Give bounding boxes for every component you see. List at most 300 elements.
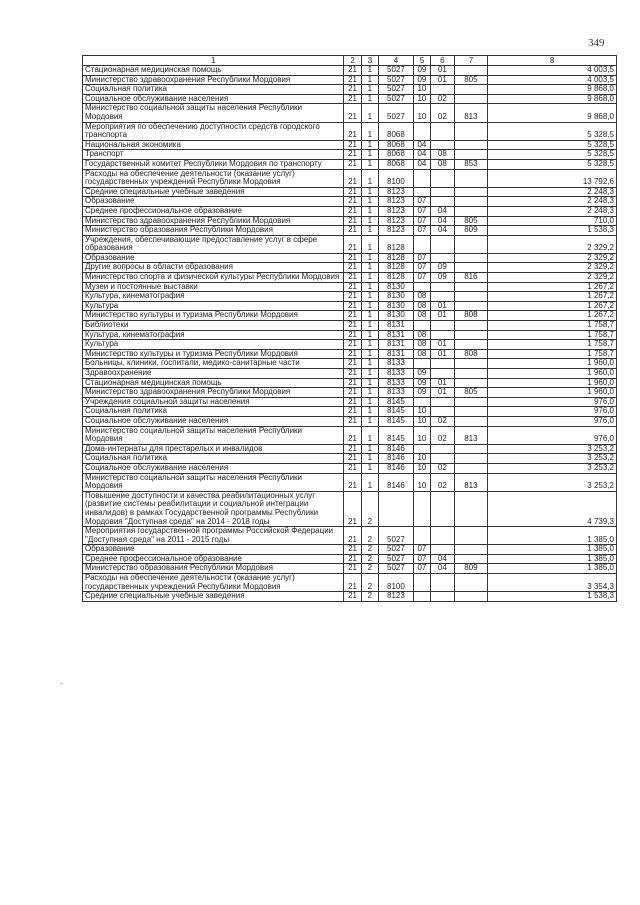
- cell-code-7: [454, 187, 488, 197]
- cell-name: Государственный комитет Республики Мордовия по транспорту: [83, 159, 344, 169]
- cell-code-5: 09: [413, 369, 430, 379]
- cell-code-5: [413, 592, 430, 602]
- table-row: [83, 388, 617, 398]
- table-row: [83, 94, 617, 104]
- cell-code-2: 21: [344, 574, 361, 592]
- cell-code-7: 808: [454, 349, 488, 359]
- cell-name: Министерство образования Республики Мордовия: [83, 226, 344, 236]
- cell-code-6: 04: [431, 226, 454, 236]
- table-row: [83, 564, 617, 574]
- cell-code-3: 1: [361, 159, 378, 169]
- cell-code-3: 1: [361, 369, 378, 379]
- cell-amount: 710,0: [488, 216, 617, 226]
- cell-name: Министерство социальной защиты населения Республики Мордовия: [83, 473, 344, 491]
- cell-name: Средние специальные учебные заведения: [83, 187, 344, 197]
- cell-code-7: [454, 574, 488, 592]
- table-row: [83, 282, 617, 292]
- cell-code-3: 1: [361, 388, 378, 398]
- cell-code-6: [431, 527, 454, 545]
- cell-code-2: 21: [344, 150, 361, 160]
- cell-code-6: [431, 330, 454, 340]
- cell-code-3: 2: [361, 564, 378, 574]
- cell-code-7: [454, 369, 488, 379]
- cell-code-4: 8068: [379, 150, 414, 160]
- cell-amount: 5 328,5: [488, 122, 617, 140]
- cell-amount: 1 385,0: [488, 545, 617, 555]
- cell-code-4: 8100: [379, 574, 414, 592]
- cell-code-2: 21: [344, 187, 361, 197]
- cell-code-4: 5027: [379, 75, 414, 85]
- cell-code-3: 1: [361, 454, 378, 464]
- cell-code-2: 21: [344, 545, 361, 555]
- cell-code-4: 8068: [379, 159, 414, 169]
- cell-code-3: 1: [361, 273, 378, 283]
- cell-code-6: [431, 85, 454, 95]
- table-row: [83, 554, 617, 564]
- cell-code-6: 04: [431, 206, 454, 216]
- cell-code-7: 805: [454, 75, 488, 85]
- table-row: [83, 273, 617, 283]
- cell-code-6: [431, 454, 454, 464]
- cell-code-6: [431, 574, 454, 592]
- cell-code-7: [454, 169, 488, 187]
- cell-code-5: 09: [413, 75, 430, 85]
- cell-code-4: 8131: [379, 340, 414, 350]
- cell-code-6: 04: [431, 216, 454, 226]
- cell-code-2: 21: [344, 426, 361, 444]
- header-cell-4: 4: [379, 56, 414, 66]
- cell-name: Стационарная медицинская помощь: [83, 66, 344, 76]
- cell-code-6: 02: [431, 416, 454, 426]
- table-row: [83, 206, 617, 216]
- cell-code-3: 1: [361, 330, 378, 340]
- table-row: [83, 301, 617, 311]
- cell-code-5: [413, 235, 430, 253]
- table-row: [83, 349, 617, 359]
- budget-table: [82, 55, 617, 602]
- cell-name: Больницы, клиники, госпитали, медико-санитарные части: [83, 359, 344, 369]
- cell-code-2: 21: [344, 416, 361, 426]
- cell-amount: 1 960,0: [488, 369, 617, 379]
- cell-amount: 1 960,0: [488, 388, 617, 398]
- cell-code-3: 1: [361, 75, 378, 85]
- cell-code-5: 10: [413, 426, 430, 444]
- cell-code-5: [413, 444, 430, 454]
- cell-code-3: 1: [361, 340, 378, 350]
- cell-code-4: 8123: [379, 197, 414, 207]
- cell-code-2: 21: [344, 226, 361, 236]
- cell-name: Образование: [83, 197, 344, 207]
- table-row: [83, 169, 617, 187]
- cell-code-4: 5027: [379, 94, 414, 104]
- cell-code-2: 21: [344, 564, 361, 574]
- cell-name: Учреждения социальной защиты населения: [83, 397, 344, 407]
- table-row: [83, 122, 617, 140]
- cell-code-5: 08: [413, 301, 430, 311]
- cell-code-5: 07: [413, 273, 430, 283]
- cell-code-5: 07: [413, 226, 430, 236]
- cell-name: Социальное обслуживание населения: [83, 416, 344, 426]
- cell-code-6: [431, 292, 454, 302]
- cell-name: Министерство спорта и физической культуры Республики Мордовия: [83, 273, 344, 283]
- cell-code-7: [454, 66, 488, 76]
- cell-code-4: 8123: [379, 226, 414, 236]
- cell-code-6: 01: [431, 75, 454, 85]
- cell-code-4: 8146: [379, 473, 414, 491]
- cell-code-3: 1: [361, 473, 378, 491]
- cell-code-2: 21: [344, 407, 361, 417]
- cell-code-5: 10: [413, 454, 430, 464]
- cell-code-7: [454, 340, 488, 350]
- cell-code-6: [431, 282, 454, 292]
- cell-code-6: 01: [431, 311, 454, 321]
- cell-code-3: 1: [361, 359, 378, 369]
- cell-amount: 5 328,5: [488, 140, 617, 150]
- cell-code-2: 21: [344, 378, 361, 388]
- cell-code-4: 8146: [379, 463, 414, 473]
- cell-code-3: 1: [361, 206, 378, 216]
- cell-code-2: 21: [344, 75, 361, 85]
- cell-name: Расходы на обеспечение деятельности (оказание услуг) государственных учреждений Республики Мордовия: [83, 574, 344, 592]
- cell-code-4: 8123: [379, 592, 414, 602]
- cell-code-4: 8123: [379, 206, 414, 216]
- cell-amount: 2 329,2: [488, 263, 617, 273]
- cell-code-7: [454, 150, 488, 160]
- table-row: [83, 574, 617, 592]
- cell-code-2: 21: [344, 491, 361, 526]
- cell-amount: 1 758,7: [488, 321, 617, 331]
- cell-code-3: 1: [361, 463, 378, 473]
- cell-amount: 1 267,2: [488, 301, 617, 311]
- cell-code-6: [431, 545, 454, 555]
- cell-code-6: 09: [431, 263, 454, 273]
- cell-amount: 9 868,0: [488, 85, 617, 95]
- cell-code-3: 1: [361, 187, 378, 197]
- cell-code-2: 21: [344, 206, 361, 216]
- cell-amount: 2 248,3: [488, 197, 617, 207]
- cell-code-5: 04: [413, 150, 430, 160]
- cell-code-6: 08: [431, 159, 454, 169]
- cell-code-3: 1: [361, 349, 378, 359]
- cell-code-4: 8128: [379, 263, 414, 273]
- cell-code-3: 2: [361, 554, 378, 564]
- cell-name: Мероприятия государственной программы Российской Федерации "Доступная среда" на 2011 - 2015 годы: [83, 527, 344, 545]
- cell-amount: 3 253,2: [488, 473, 617, 491]
- table-row: [83, 292, 617, 302]
- cell-code-5: [413, 169, 430, 187]
- cell-code-6: [431, 397, 454, 407]
- cell-code-3: 1: [361, 150, 378, 160]
- table-row: [83, 216, 617, 226]
- cell-amount: 976,0: [488, 416, 617, 426]
- cell-code-5: 07: [413, 197, 430, 207]
- cell-code-7: [454, 454, 488, 464]
- cell-name: Министерство образования Республики Мордовия: [83, 564, 344, 574]
- cell-code-4: 8145: [379, 397, 414, 407]
- cell-code-5: 07: [413, 253, 430, 263]
- table-row: [83, 545, 617, 555]
- cell-code-4: 5027: [379, 104, 414, 122]
- cell-code-3: 1: [361, 311, 378, 321]
- table-row: [83, 104, 617, 122]
- cell-code-4: 8133: [379, 359, 414, 369]
- cell-code-3: 1: [361, 263, 378, 273]
- cell-code-2: 21: [344, 463, 361, 473]
- cell-code-5: [413, 122, 430, 140]
- cell-amount: 5 328,5: [488, 159, 617, 169]
- cell-name: Социальная политика: [83, 454, 344, 464]
- cell-code-5: 04: [413, 159, 430, 169]
- cell-code-6: [431, 122, 454, 140]
- table-row: [83, 85, 617, 95]
- cell-code-4: 8130: [379, 282, 414, 292]
- cell-code-7: [454, 263, 488, 273]
- cell-code-3: 2: [361, 527, 378, 545]
- cell-code-7: 809: [454, 226, 488, 236]
- page-number: 349: [588, 37, 605, 49]
- cell-amount: 5 328,5: [488, 150, 617, 160]
- cell-amount: 1 385,0: [488, 527, 617, 545]
- cell-code-2: 21: [344, 321, 361, 331]
- cell-code-4: 8068: [379, 140, 414, 150]
- cell-code-6: [431, 407, 454, 417]
- cell-name: Министерство социальной защиты населения Республики Мордовия: [83, 104, 344, 122]
- header-cell-8: 8: [488, 56, 617, 66]
- header-cell-2: 2: [344, 56, 361, 66]
- cell-code-3: 2: [361, 545, 378, 555]
- cell-name: Среднее профессиональное образование: [83, 206, 344, 216]
- cell-amount: 3 253,2: [488, 444, 617, 454]
- table-row: [83, 321, 617, 331]
- cell-code-6: [431, 235, 454, 253]
- cell-code-7: [454, 85, 488, 95]
- cell-amount: 1 267,2: [488, 311, 617, 321]
- cell-code-5: 08: [413, 349, 430, 359]
- cell-name: Дома-интернаты для престарелых и инвалидов: [83, 444, 344, 454]
- table-row: [83, 397, 617, 407]
- cell-amount: 2 248,3: [488, 187, 617, 197]
- cell-code-7: 813: [454, 473, 488, 491]
- cell-code-4: 8145: [379, 426, 414, 444]
- cell-code-7: [454, 94, 488, 104]
- cell-code-2: 21: [344, 454, 361, 464]
- cell-code-6: 01: [431, 301, 454, 311]
- cell-code-3: 2: [361, 574, 378, 592]
- header-cell-5: 5: [413, 56, 430, 66]
- cell-amount: 1 385,0: [488, 564, 617, 574]
- cell-amount: 9 868,0: [488, 94, 617, 104]
- cell-code-6: 01: [431, 66, 454, 76]
- cell-amount: 1 267,2: [488, 282, 617, 292]
- cell-code-5: 08: [413, 292, 430, 302]
- cell-code-2: 21: [344, 263, 361, 273]
- cell-name: Министерство культуры и туризма Республики Мордовия: [83, 311, 344, 321]
- cell-name: Министерство здравоохранения Республики Мордовия: [83, 75, 344, 85]
- cell-code-7: [454, 491, 488, 526]
- cell-code-6: [431, 444, 454, 454]
- cell-code-3: 1: [361, 104, 378, 122]
- cell-code-6: [431, 197, 454, 207]
- table-row: [83, 66, 617, 76]
- cell-code-2: 21: [344, 473, 361, 491]
- cell-code-5: 08: [413, 311, 430, 321]
- cell-code-6: 02: [431, 426, 454, 444]
- cell-code-7: [454, 321, 488, 331]
- cell-code-6: [431, 169, 454, 187]
- table-row: [83, 407, 617, 417]
- cell-code-6: [431, 592, 454, 602]
- cell-code-7: 816: [454, 273, 488, 283]
- cell-code-4: 8133: [379, 378, 414, 388]
- cell-code-7: 853: [454, 159, 488, 169]
- cell-code-3: 1: [361, 282, 378, 292]
- cell-code-2: 21: [344, 66, 361, 76]
- cell-code-2: 21: [344, 94, 361, 104]
- cell-code-7: [454, 416, 488, 426]
- cell-code-4: 8128: [379, 235, 414, 253]
- cell-code-5: 10: [413, 473, 430, 491]
- cell-code-6: 01: [431, 388, 454, 398]
- cell-name: Другие вопросы в области образования: [83, 263, 344, 273]
- cell-amount: 1 538,3: [488, 226, 617, 236]
- cell-code-2: 21: [344, 340, 361, 350]
- cell-code-2: 21: [344, 359, 361, 369]
- cell-code-3: 1: [361, 444, 378, 454]
- table-row: [83, 253, 617, 263]
- cell-amount: 3 253,2: [488, 463, 617, 473]
- cell-code-5: 09: [413, 388, 430, 398]
- cell-name: Социальная политика: [83, 407, 344, 417]
- cell-code-5: [413, 321, 430, 331]
- cell-name: Стационарная медицинская помощь: [83, 378, 344, 388]
- cell-amount: 1 538,3: [488, 592, 617, 602]
- cell-code-3: 1: [361, 426, 378, 444]
- cell-code-7: [454, 197, 488, 207]
- cell-code-2: 21: [344, 140, 361, 150]
- cell-amount: 1 758,7: [488, 349, 617, 359]
- cell-code-6: 02: [431, 94, 454, 104]
- cell-code-5: 10: [413, 416, 430, 426]
- cell-amount: 3 253,2: [488, 454, 617, 464]
- table-body: [83, 66, 617, 602]
- table-row: [83, 75, 617, 85]
- cell-amount: 9 868,0: [488, 104, 617, 122]
- cell-code-7: [454, 330, 488, 340]
- cell-code-7: 809: [454, 564, 488, 574]
- cell-code-6: 02: [431, 463, 454, 473]
- cell-name: Транспорт: [83, 150, 344, 160]
- cell-name: Музеи и постоянные выставки: [83, 282, 344, 292]
- cell-name: Культура: [83, 301, 344, 311]
- header-cell-3: 3: [361, 56, 378, 66]
- cell-code-5: 10: [413, 85, 430, 95]
- cell-code-6: [431, 187, 454, 197]
- cell-name: Культура, кинематография: [83, 330, 344, 340]
- cell-code-3: 1: [361, 169, 378, 187]
- cell-code-3: 1: [361, 321, 378, 331]
- cell-name: Средние специальные учебные заведения: [83, 592, 344, 602]
- cell-code-6: 01: [431, 340, 454, 350]
- cell-code-5: [413, 282, 430, 292]
- cell-code-5: [413, 397, 430, 407]
- cell-code-5: [413, 574, 430, 592]
- cell-code-6: [431, 140, 454, 150]
- header-cell-1: 1: [83, 56, 344, 66]
- header-cell-6: 6: [431, 56, 454, 66]
- cell-code-6: 04: [431, 564, 454, 574]
- cell-code-4: 8145: [379, 407, 414, 417]
- cell-amount: 976,0: [488, 426, 617, 444]
- cell-code-2: 21: [344, 554, 361, 564]
- cell-code-5: 08: [413, 340, 430, 350]
- cell-amount: 1 385,0: [488, 554, 617, 564]
- cell-code-5: 09: [413, 66, 430, 76]
- cell-code-2: 21: [344, 104, 361, 122]
- table-row: [83, 187, 617, 197]
- cell-code-2: 21: [344, 349, 361, 359]
- cell-name: Здравоохранение: [83, 369, 344, 379]
- cell-name: Национальная экономика: [83, 140, 344, 150]
- cell-code-3: 1: [361, 226, 378, 236]
- cell-amount: 4 003,5: [488, 66, 617, 76]
- cell-amount: 1 758,7: [488, 340, 617, 350]
- cell-code-7: 805: [454, 216, 488, 226]
- cell-amount: 1 758,7: [488, 330, 617, 340]
- cell-code-5: 07: [413, 206, 430, 216]
- cell-code-6: 09: [431, 273, 454, 283]
- cell-code-7: [454, 282, 488, 292]
- cell-name: Культура, кинематография: [83, 292, 344, 302]
- cell-code-4: 8123: [379, 187, 414, 197]
- cell-code-2: 21: [344, 197, 361, 207]
- table-row: [83, 263, 617, 273]
- cell-code-6: 04: [431, 554, 454, 564]
- cell-code-5: 10: [413, 407, 430, 417]
- cell-name: Образование: [83, 545, 344, 555]
- cell-code-5: 07: [413, 564, 430, 574]
- table-row: [83, 140, 617, 150]
- cell-code-7: [454, 301, 488, 311]
- cell-amount: 1 960,0: [488, 378, 617, 388]
- cell-code-7: [454, 397, 488, 407]
- cell-name: Министерство социальной защиты населения Республики Мордовия: [83, 426, 344, 444]
- cell-code-3: 1: [361, 235, 378, 253]
- cell-code-3: 1: [361, 140, 378, 150]
- cell-code-5: 10: [413, 94, 430, 104]
- cell-code-6: 02: [431, 473, 454, 491]
- cell-code-7: [454, 407, 488, 417]
- cell-code-6: 01: [431, 349, 454, 359]
- cell-code-4: 5027: [379, 554, 414, 564]
- cell-code-4: 8145: [379, 416, 414, 426]
- table-row: [83, 197, 617, 207]
- table-row: [83, 159, 617, 169]
- table-row: [83, 330, 617, 340]
- cell-code-5: [413, 527, 430, 545]
- cell-name: Расходы на обеспечение деятельности (оказание услуг) государственных учреждений Республики Мордовия: [83, 169, 344, 187]
- cell-code-3: 1: [361, 292, 378, 302]
- cell-code-2: 21: [344, 311, 361, 321]
- cell-amount: 13 792,6: [488, 169, 617, 187]
- cell-code-3: 1: [361, 66, 378, 76]
- cell-code-7: [454, 527, 488, 545]
- cell-code-4: 8131: [379, 349, 414, 359]
- cell-code-3: 1: [361, 253, 378, 263]
- cell-name: Министерство культуры и туризма Республики Мордовия: [83, 349, 344, 359]
- cell-code-5: 07: [413, 216, 430, 226]
- header-cell-7: 7: [454, 56, 488, 66]
- cell-code-4: 8146: [379, 444, 414, 454]
